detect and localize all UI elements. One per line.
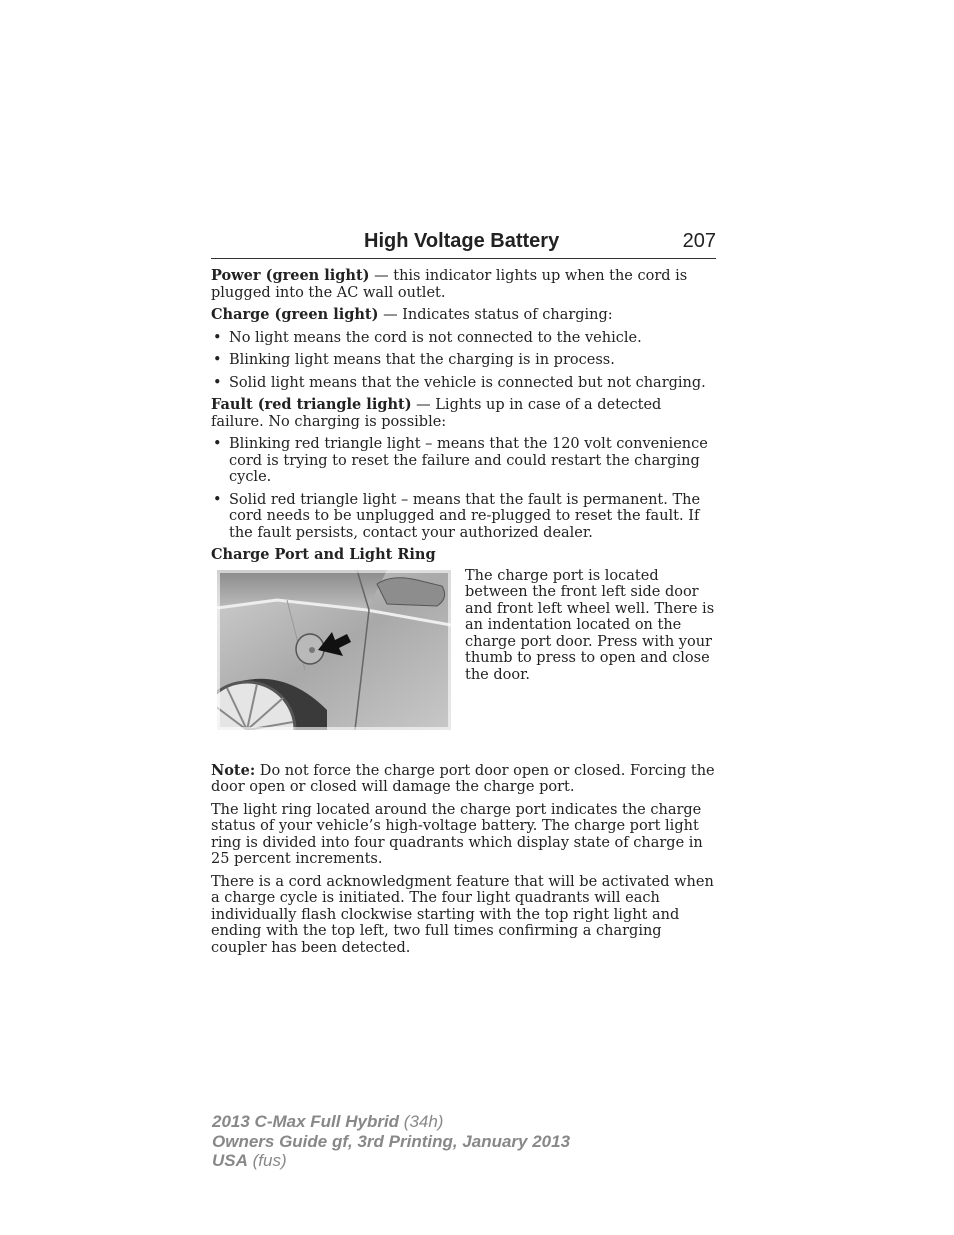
page-content (211, 268, 716, 962)
acknowledgment-paragraph: There is a cord acknowledgment feature that will be activated when a charge cycle is initiated. The four light quadrants will each individually flash clockwise starting with the top right light and ending with the top left, two full times confirming a charging coupler has been detected. (211, 873, 714, 956)
footer-code: (34h) (399, 1112, 444, 1131)
fault-list (211, 436, 716, 541)
fault-paragraph (211, 397, 716, 430)
note-paragraph (211, 763, 716, 796)
charge-label: Charge (green light) (211, 306, 379, 323)
figure-row (211, 567, 716, 745)
page-header (211, 230, 716, 259)
footer-region-code: (fus) (247, 1151, 287, 1170)
figure-caption: The charge port is located between the front left side door and front left wheel well. There is an indentation located on the charge port door. Press with your thumb to press to open and close the door. (465, 567, 715, 683)
fault-label: Fault (red triangle light) (211, 396, 412, 413)
list-item: • No light means the cord is not connected to the vehicle. (211, 330, 716, 347)
section-heading: Charge Port and Light Ring (211, 546, 436, 563)
power-label: Power (green light) (211, 267, 370, 284)
footer-line (212, 1112, 570, 1132)
charge-text: — Indicates status of charging: (378, 307, 613, 323)
footer-region: USA (212, 1151, 248, 1170)
fault-text: — Lights up in case of a detected failure. No charging is possible: (211, 397, 662, 430)
list-item: • Blinking light means that the charging is in process. (211, 352, 716, 369)
page-footer (212, 1112, 570, 1171)
footer-model: 2013 C-Max Full Hybrid (212, 1112, 400, 1131)
charge-paragraph (211, 307, 716, 324)
car-charge-port-illustration (217, 570, 451, 730)
footer-line (212, 1151, 570, 1171)
power-text: — this indicator lights up when the cord is plugged into the AC wall outlet. (211, 268, 688, 301)
list-item: • Solid light means that the vehicle is connected but not charging. (211, 375, 716, 392)
list-item: • Solid red triangle light – means that the fault is permanent. The cord needs to be unplugged and re-plugged to reset the fault. If the fault persists, contact your authorized dealer. (211, 492, 716, 542)
page-number: 207 (682, 230, 716, 252)
charge-list (211, 330, 716, 392)
list-item: • Blinking red triangle light – means that the 120 volt convenience cord is trying to reset the failure and could restart the charging cycle. (211, 436, 716, 486)
footer-edition: Owners Guide gf, 3rd Printing, January 2013 (212, 1131, 571, 1151)
note-label: Note: (211, 761, 256, 779)
footer-line (212, 1132, 570, 1152)
page-title: High Voltage Battery (364, 230, 560, 252)
light-ring-paragraph: The light ring located around the charge port indicates the charge status of your vehicle’s high-voltage battery. The charge port light ring is divided into four quadrants which display state of charge in 25 percent increments. (211, 801, 703, 867)
note-text: Do not force the charge port door open or closed. Forcing the door open or closed will damage the charge port. (211, 762, 715, 795)
power-paragraph (211, 268, 716, 301)
